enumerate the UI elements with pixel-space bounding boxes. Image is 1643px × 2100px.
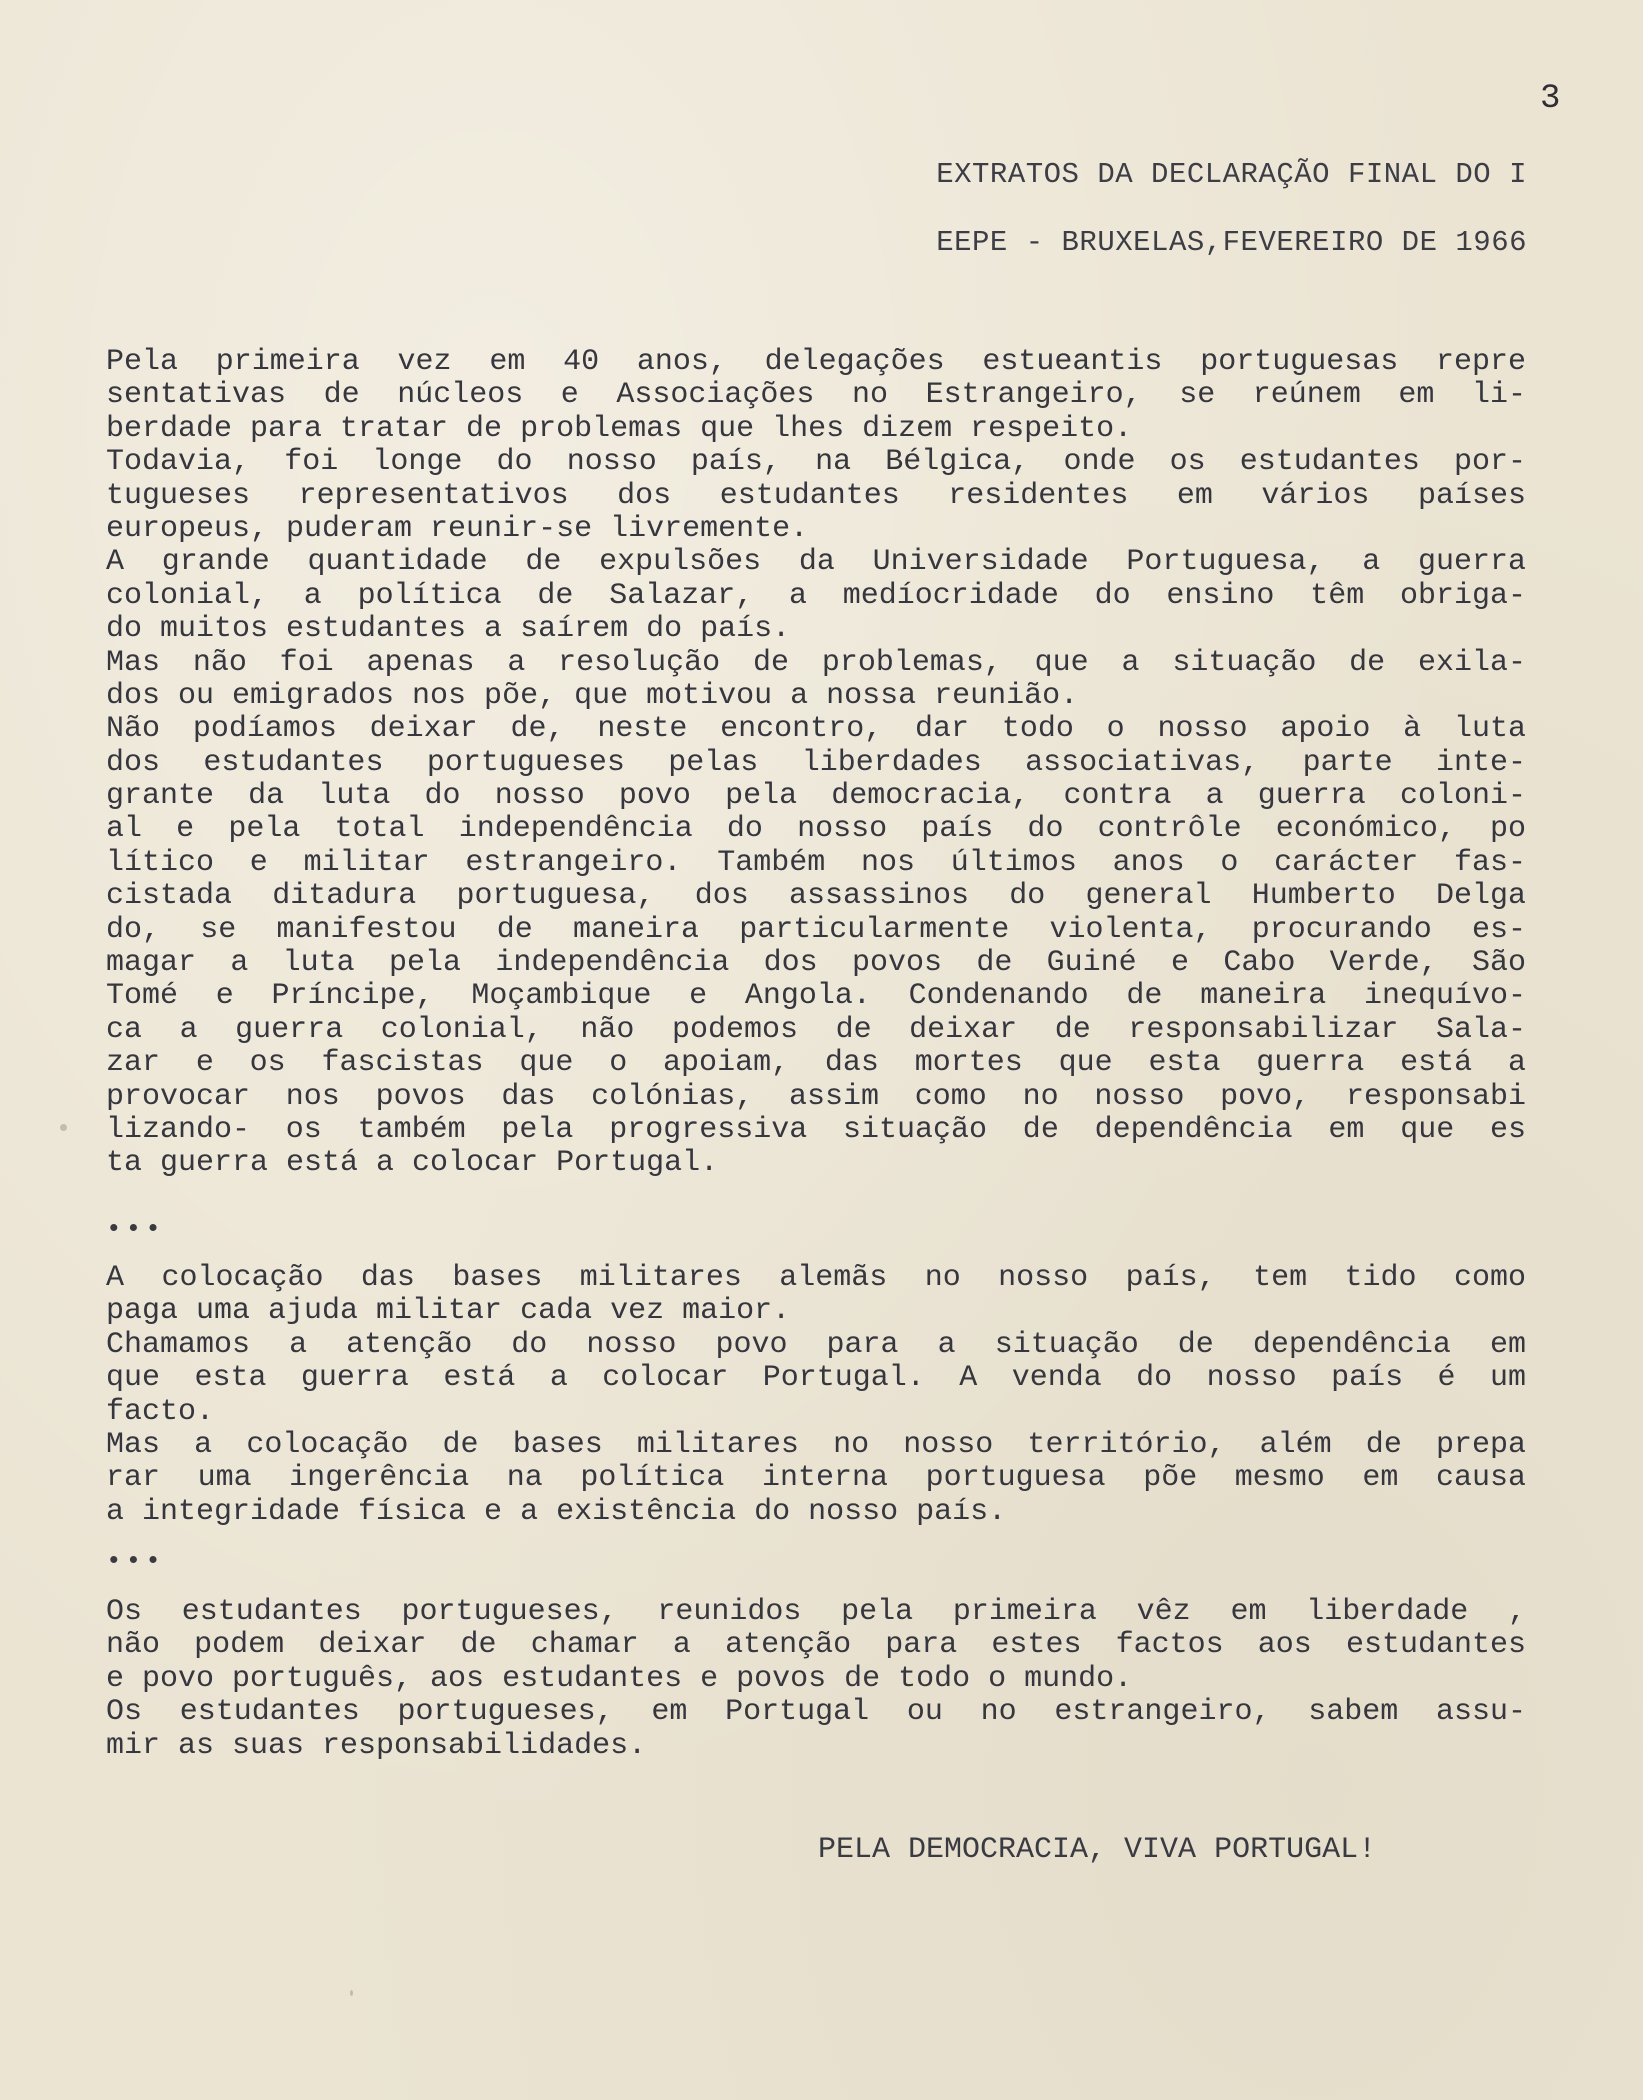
document-title-line-2: EEPE - BRUXELAS,FEVEREIRO DE 1966 [936,226,1527,259]
text-line: sentativas de núcleos e Associações no Estrangeiro, se reúnem em li- [106,379,1526,413]
text-line: Mas a colocação de bases militares no nosso território, além de prepa [106,1428,1526,1462]
text-line: berdade para tratar de problemas que lhes dizem respeito. [106,412,1133,446]
text-line: Mas não foi apenas a resolução de problemas, que a situação de exila- [106,646,1526,680]
text-line: Todavia, foi longe do nosso país, na Bélgica, onde os estudantes por- [106,446,1526,480]
text-line: grante da luta do nosso povo pela democracia, contra a guerra coloni- [106,780,1526,814]
paragraph-section-3 [106,1596,1526,1763]
text-line: Pela primeira vez em 40 anos, delegações estueantis portuguesas repre [106,346,1526,379]
page-number: 3 [1540,80,1561,118]
text-line: rar uma ingerência na política interna portuguesa põe mesmo em causa [106,1462,1526,1496]
text-line: dos ou emigrados nos põe, que motivou a nossa reunião. [106,679,1079,713]
text-line: lizando- os também pela progressiva situação de dependência em que es [106,1113,1526,1147]
text-line: não podem deixar de chamar a atenção para estes factos aos estudantes [106,1629,1526,1663]
text-line: magar a luta pela independência dos povos de Guiné e Cabo Verde, São [106,947,1526,981]
text-line: Não podíamos deixar de, neste encontro, dar todo o nosso apoio à luta [106,713,1526,747]
text-line: mir as suas responsabilidades. [106,1729,647,1763]
text-line: e povo português, aos estudantes e povos de todo o mundo. [106,1662,1133,1696]
ink-spot [350,1990,353,1996]
section-separator: ••• [106,1214,165,1244]
text-line: paga uma ajuda militar cada vez maior. [106,1295,791,1329]
text-line: A colocação das bases militares alemãs no nosso país, tem tido como [106,1262,1526,1295]
text-line: tugueses representativos dos estudantes residentes em vários países [106,479,1526,513]
text-line: A grande quantidade de expulsões da Universidade Portuguesa, a guerra [106,546,1526,580]
text-line: que esta guerra está a colocar Portugal. A venda do nosso país é um [106,1362,1526,1396]
text-line: cistada ditadura portuguesa, dos assassinos do general Humberto Delga [106,880,1526,914]
text-line: a integridade física e a existência do nosso país. [106,1495,1007,1529]
paragraph-section-1 [106,346,1526,1181]
text-line: Tomé e Príncipe, Moçambique e Angola. Condenando de maneira inequívo- [106,980,1526,1014]
text-line: Os estudantes portugueses, reunidos pela primeira vêz em liberdade , [106,1596,1526,1629]
document-title-line-1: EXTRATOS DA DECLARAÇÃO FINAL DO I [936,158,1527,191]
paragraph-section-2 [106,1262,1526,1529]
text-line: do, se manifestou de maneira particularmente violenta, procurando es- [106,913,1526,947]
text-line: facto. [106,1395,215,1429]
text-line: europeus, puderam reunir-se livremente. [106,512,809,546]
text-line: al e pela total independência do nosso país do contrôle económico, po [106,813,1526,847]
text-line: ca a guerra colonial, não podemos de deixar de responsabilizar Sala- [106,1013,1526,1047]
text-line: lítico e militar estrangeiro. Também nos últimos anos o carácter fas- [106,846,1526,880]
text-line: zar e os fascistas que o apoiam, das mortes que esta guerra está a [106,1047,1526,1081]
section-separator: ••• [106,1546,165,1576]
text-line: do muitos estudantes a saírem do país. [106,613,791,647]
ink-spot [60,1124,67,1131]
text-line: Os estudantes portugueses, em Portugal ou no estrangeiro, sabem assu- [106,1696,1526,1730]
text-line: Chamamos a atenção do nosso povo para a situação de dependência em [106,1328,1526,1362]
closing-slogan: PELA DEMOCRACIA, VIVA PORTUGAL! [818,1833,1377,1867]
text-line: ta guerra está a colocar Portugal. [106,1147,719,1181]
text-line: dos estudantes portugueses pelas liberdades associativas, parte inte- [106,746,1526,780]
text-line: provocar nos povos das colónias, assim como no nosso povo, responsabi [106,1080,1526,1114]
text-line: colonial, a política de Salazar, a medíocridade do ensino têm obriga- [106,579,1526,613]
